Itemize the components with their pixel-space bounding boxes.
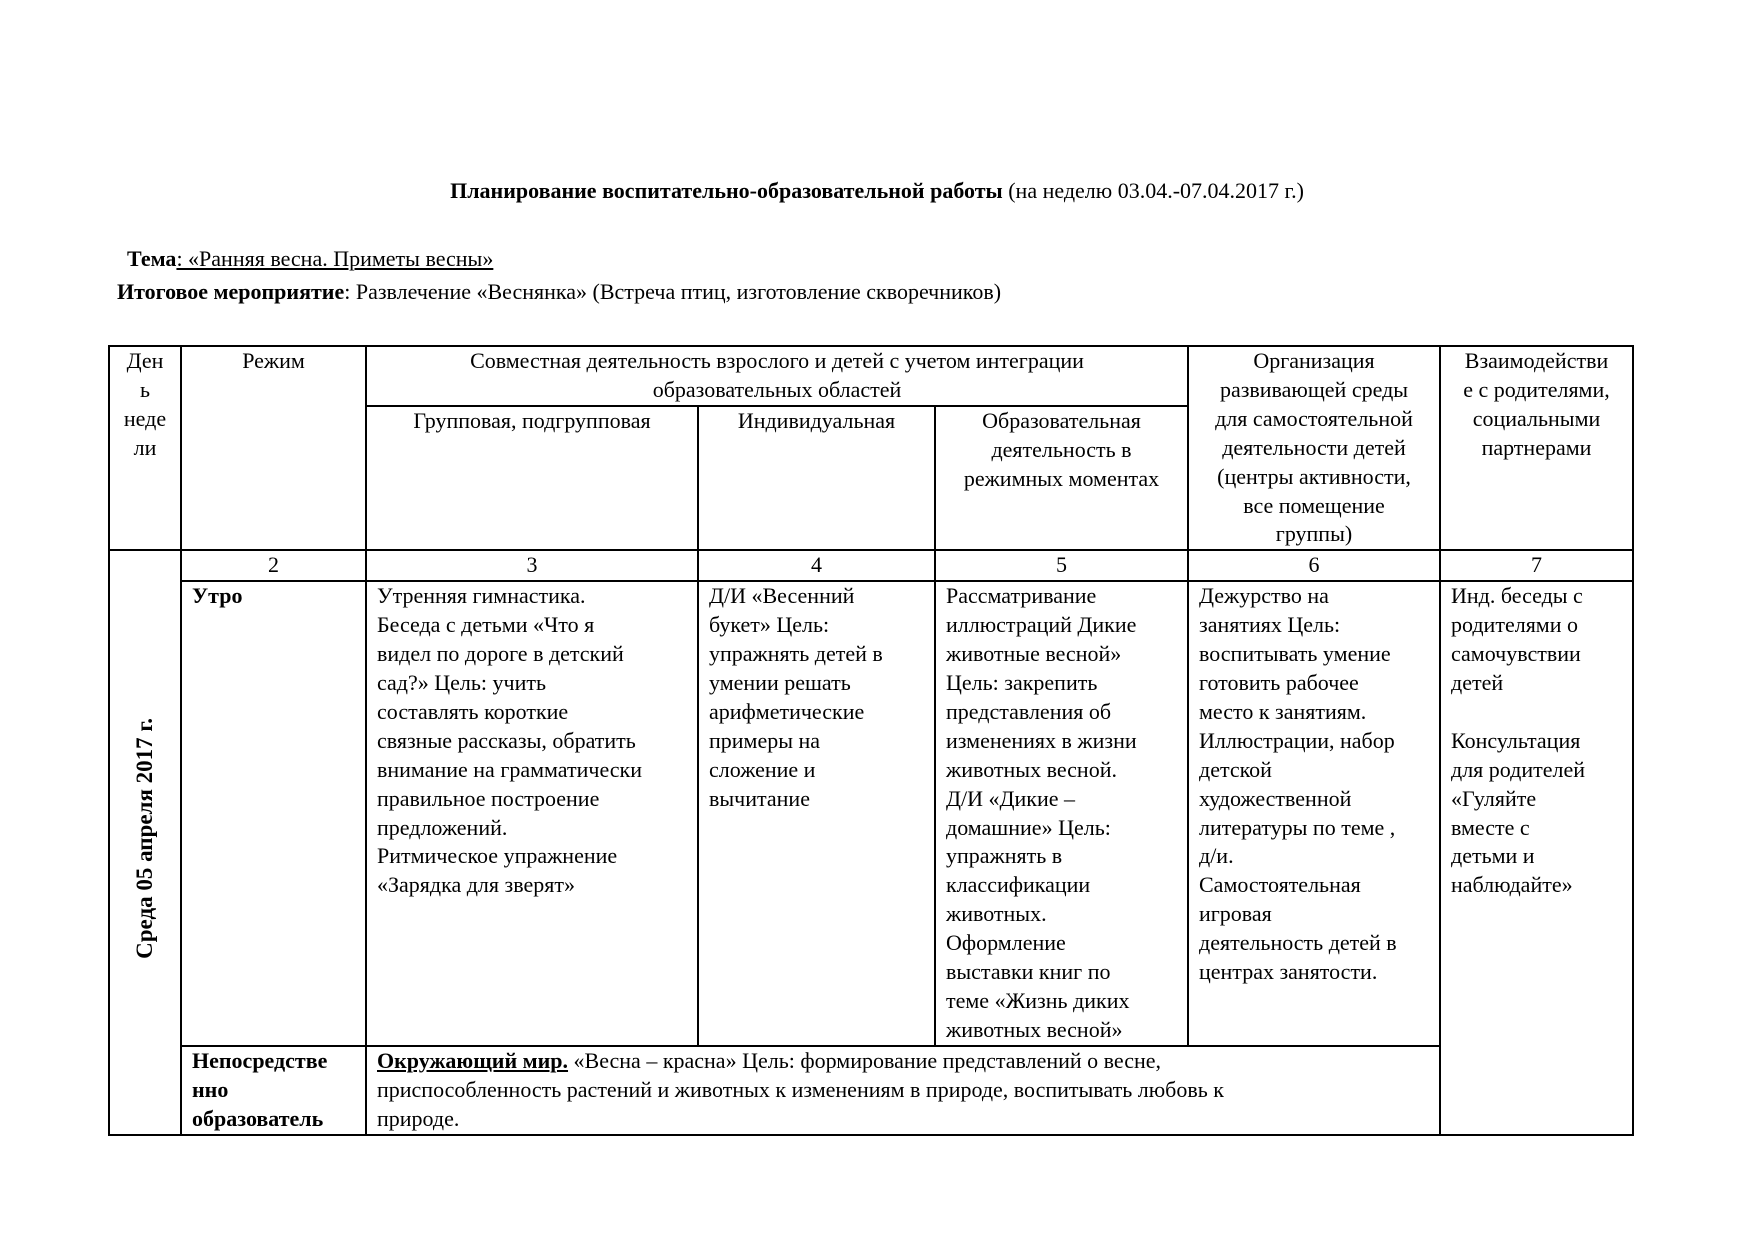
header-individual: Индивидуальная [698,406,935,550]
final-event-line [117,279,1001,305]
plan-table [108,345,1634,1136]
mode-morning: Утро [181,581,366,1046]
column-number: 7 [1440,550,1633,581]
morning-educational: Рассматривание иллюстраций Дикие животные весной» Цель: закрепить представления об изменениях в жизни животных весной. Д/И «Дикие – домашние» Цель: упражнять в классификации животных. Оформление выставки книг по теме «Жизнь диких животных весной» [935,581,1188,1046]
title-bold: Планирование воспитательно-образовательной работы [450,178,1003,203]
header-group: Групповая, подгрупповая [366,406,698,550]
morning-individual: Д/И «Весенний букет» Цель: упражнять детей в умении решать арифметические примеры на сложение и вычитание [698,581,935,1046]
theme-line [127,246,493,272]
page-title [0,178,1754,204]
direct-education-content [366,1046,1440,1135]
theme-label: Тема [127,246,177,271]
header-mode: Режим [181,346,366,550]
column-number: 2 [181,550,366,581]
day-label: Среда 05 апреля 2017 г. [131,718,157,960]
morning-environment: Дежурство на занятиях Цель: воспитывать умение готовить рабочее место к занятиям. Иллюстрации, набор детской художественной литературы по теме , д/и. Самостоятельная игровая деятельность детей в центрах занятости. [1188,581,1440,1046]
header-day: Ден ь неде ли [109,346,181,550]
header-environment: Организация развивающей среды для самостоятельной деятельности детей (центры активности, все помещение группы) [1188,346,1440,550]
column-number: 4 [698,550,935,581]
theme-value: : «Ранняя весна. Приметы весны» [176,246,494,271]
subject-description: «Весна – красна» Цель: формирование представлений о весне, приспособленность растений и животных к изменениям в природе, воспитывать любовь к природе. [377,1047,1224,1131]
header-educational: Образовательная деятельность в режимных моментах [935,406,1188,550]
morning-group: Утренняя гимнастика. Беседа с детьми «Что я видел по дороге в детский сад?» Цель: учить составлять короткие связные рассказы, обратить внимание на грамматически правильное построение предложений. Ритмическое упражнение «Зарядка для зверят» [366,581,698,1046]
mode-direct-education: Непосредстве нно образователь [181,1046,366,1135]
column-number: 5 [935,550,1188,581]
morning-parents: Инд. беседы с родителями о самочувствии детей Консультация для родителей «Гуляйте вместе с детьми и наблюдайте» [1440,581,1633,1135]
final-event-label: Итоговое мероприятие [117,279,345,304]
subject-name: Окружающий мир. [377,1047,569,1073]
header-joint-activity: Совместная деятельность взрослого и детей с учетом интеграции образовательных областей [366,346,1188,406]
day-cell [109,550,181,1134]
title-dates: (на неделю 03.04.-07.04.2017 г.) [1002,178,1304,203]
column-number: 3 [366,550,698,581]
column-number: 6 [1188,550,1440,581]
final-event-value: : Развлечение «Веснянка» (Встреча птиц, изготовление скворечников) [344,279,1002,304]
header-parents: Взаимодействи е с родителями, социальными партнерами [1440,346,1633,550]
